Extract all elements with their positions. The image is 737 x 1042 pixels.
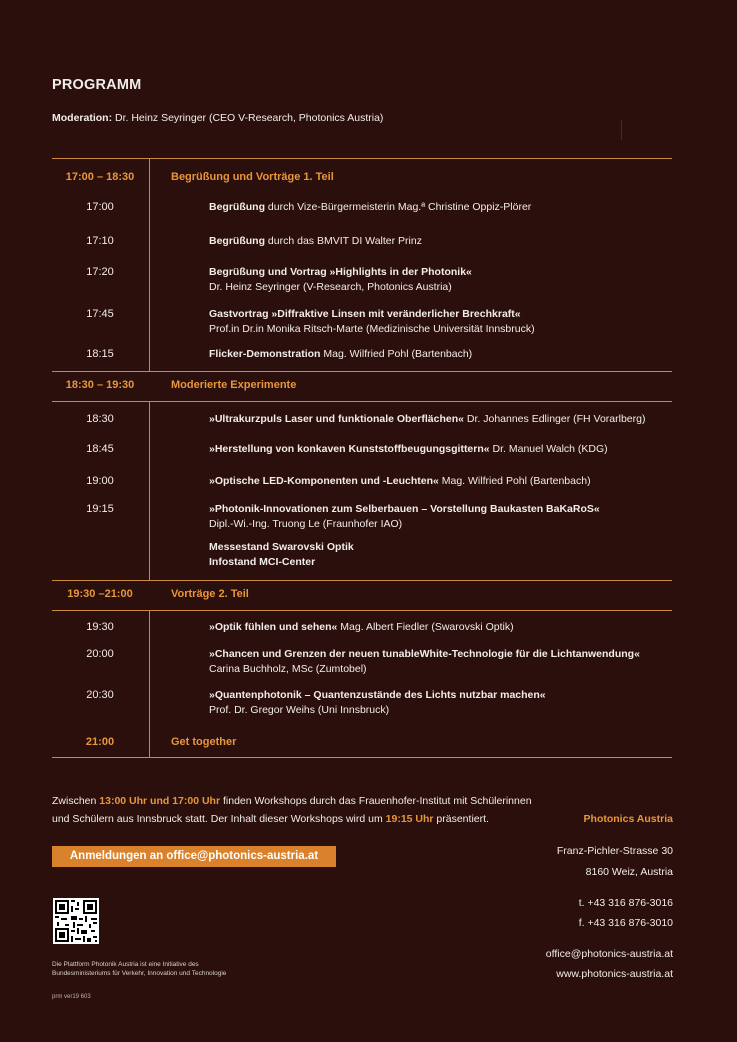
session-item	[209, 540, 354, 570]
column-divider	[149, 158, 150, 371]
session-item	[209, 442, 608, 457]
session-title: Infostand MCI-Center	[209, 556, 316, 568]
session-line	[209, 540, 354, 555]
session-item	[209, 347, 472, 362]
session-item	[209, 502, 600, 532]
decorative-divider	[621, 120, 622, 140]
divider-line	[52, 610, 672, 611]
session-item	[209, 474, 591, 489]
session-time: 19:00	[86, 475, 114, 487]
session-title: »Optik fühlen und sehen«	[209, 621, 338, 633]
section-title: Get together	[171, 736, 237, 748]
session-title: »Quantenphotonik – Quantenzustände des Lichts nutzbar machen«	[209, 689, 546, 701]
session-line	[209, 280, 472, 295]
section-title: Vorträge 2. Teil	[171, 588, 249, 600]
session-title: Begrüßung	[209, 201, 265, 213]
column-divider	[149, 401, 150, 580]
session-speaker: Dr. Johannes Edlinger (FH Vorarlberg)	[463, 413, 646, 425]
session-line	[209, 265, 472, 280]
session-item	[209, 234, 422, 249]
session-item	[209, 265, 472, 295]
section-title: Moderierte Experimente	[171, 379, 297, 391]
session-line	[209, 517, 600, 532]
session-title: »Chancen und Grenzen der neuen tunableWhite-Technologie für die Lichtanwendung«	[209, 648, 640, 660]
session-line	[209, 474, 591, 489]
workshop-note	[52, 792, 542, 828]
print-code: prm ver19 603	[52, 994, 91, 1000]
note-highlight: 19:15 Uhr	[385, 813, 434, 825]
phone-number: t. +43 316 876-3016	[578, 897, 673, 909]
session-item	[209, 620, 514, 635]
session-title: »Herstellung von konkaven Kunststoffbeugungsgittern«	[209, 443, 490, 455]
session-time: 17:20	[86, 266, 114, 278]
session-time: 18:15	[86, 348, 114, 360]
note-highlight: 13:00 Uhr und 17:00 Uhr	[99, 795, 221, 807]
section-time: 17:00 – 18:30	[65, 171, 135, 183]
fax-number: f. +43 316 876-3010	[578, 917, 673, 929]
session-line	[209, 502, 600, 517]
session-time: 18:30	[86, 413, 114, 425]
session-time: 19:15	[86, 503, 114, 515]
divider-line	[52, 401, 672, 402]
session-title: Begrüßung und Vortrag »Highlights in der Photonik«	[209, 266, 472, 278]
session-speaker: durch das BMVIT DI Walter Prinz	[265, 235, 422, 247]
session-item	[209, 200, 531, 215]
qr-code[interactable]	[53, 898, 99, 944]
signup-banner[interactable]: Anmeldungen an office@photonics-austria.at	[52, 846, 336, 867]
divider-line	[52, 757, 672, 758]
initiative-note: Die Plattform Photonik Austria ist eine Initiative des Bundesministeriums für Verkehr, Innovation und Technologie	[52, 961, 227, 977]
session-speaker: Mag. Wilfried Pohl (Bartenbach)	[438, 475, 591, 487]
section-time: 19:30 –21:00	[67, 588, 133, 600]
email-link[interactable]: office@photonics-austria.at	[545, 948, 673, 960]
address-street: Franz-Pichler-Strasse 30	[556, 845, 673, 857]
session-time: 18:45	[86, 443, 114, 455]
section-title: Begrüßung und Vorträge 1. Teil	[171, 171, 334, 183]
session-line	[209, 347, 472, 362]
moderation-label: Moderation:	[52, 112, 113, 124]
session-title: Flicker-Demonstration	[209, 348, 321, 360]
session-time: 17:00	[86, 201, 114, 213]
divider-line	[52, 580, 672, 581]
session-title: Begrüßung	[209, 235, 265, 247]
session-time: 20:00	[86, 648, 114, 660]
session-line	[209, 442, 608, 457]
column-divider	[149, 610, 150, 757]
session-speaker: Dr. Manuel Walch (KDG)	[489, 443, 608, 455]
session-line	[209, 234, 422, 249]
note-text: Zwischen	[52, 795, 100, 807]
session-title: »Photonik-Innovationen zum Selberbauen – Vorstellung Baukasten BaKaRoS«	[209, 503, 600, 515]
session-line	[209, 688, 546, 703]
session-line	[209, 620, 514, 635]
address-city: 8160 Weiz, Austria	[585, 866, 673, 878]
session-speaker: Prof.in Dr.in Monika Ritsch-Marte (Medizinische Universität Innsbruck)	[209, 323, 535, 335]
section-time: 21:00	[85, 736, 115, 748]
session-speaker: Carina Buchholz, MSc (Zumtobel)	[209, 663, 367, 675]
session-speaker: Mag. Albert Fiedler (Swarovski Optik)	[337, 621, 514, 633]
moderation-text: Dr. Heinz Seyringer (CEO V-Research, Photonics Austria)	[112, 112, 384, 124]
session-line	[209, 555, 354, 570]
session-item	[209, 412, 645, 427]
divider-line	[52, 371, 672, 372]
session-line	[209, 322, 535, 337]
note-text: finden Workshops durch das Frauenhofer-Institut mit Schülerinnen und Schülern aus Innsbruck statt. Der Inhalt dieser Workshops wird um	[52, 795, 532, 825]
website-link[interactable]: www.photonics-austria.at	[556, 968, 673, 980]
session-item	[209, 647, 640, 677]
session-speaker: Dipl.-Wi.-Ing. Truong Le (Fraunhofer IAO)	[209, 518, 403, 530]
session-speaker: Mag. Wilfried Pohl (Bartenbach)	[320, 348, 473, 360]
session-time: 19:30	[86, 621, 114, 633]
divider-line	[52, 158, 672, 159]
session-line	[209, 307, 535, 322]
moderation-line	[52, 112, 383, 124]
session-speaker: Dr. Heinz Seyringer (V-Research, Photonics Austria)	[209, 281, 452, 293]
session-title: »Optische LED-Komponenten und -Leuchten«	[209, 475, 439, 487]
session-line	[209, 662, 640, 677]
page-title: PROGRAMM	[52, 77, 142, 93]
session-time: 17:10	[86, 235, 114, 247]
session-line	[209, 703, 546, 718]
session-line	[209, 412, 645, 427]
session-time: 17:45	[86, 308, 114, 320]
session-line	[209, 200, 531, 215]
session-item	[209, 688, 546, 718]
session-time: 20:30	[86, 689, 114, 701]
session-item	[209, 307, 535, 337]
session-speaker: Prof. Dr. Gregor Weihs (Uni Innsbruck)	[209, 704, 390, 716]
session-line	[209, 647, 640, 662]
note-text: präsentiert.	[433, 813, 489, 825]
session-title: Gastvortrag »Diffraktive Linsen mit veränderlicher Brechkraft«	[209, 308, 521, 320]
session-title: »Ultrakurzpuls Laser und funktionale Oberflächen«	[209, 413, 464, 425]
session-speaker: durch Vize-Bürgermeisterin Mag.ª Christine Oppiz-Plörer	[265, 201, 532, 213]
section-time: 18:30 – 19:30	[65, 379, 135, 391]
org-name: Photonics Austria	[583, 813, 673, 825]
session-title: Messestand Swarovski Optik	[209, 541, 354, 553]
